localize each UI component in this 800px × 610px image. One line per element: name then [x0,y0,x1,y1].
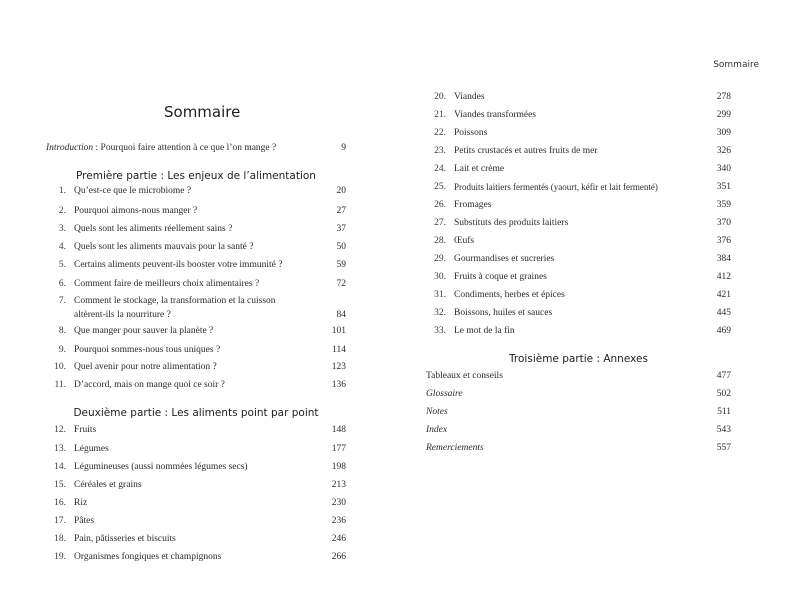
entry-number: 14. [54,462,66,472]
entry-number: 22. [434,128,446,138]
page-number: 37 [336,224,346,234]
page-number: 123 [331,362,346,372]
page-number: 326 [716,146,731,156]
toc-entry[interactable] [46,344,346,356]
toc-entry[interactable] [426,127,731,139]
page-number: 20 [336,186,346,196]
part-heading-1: Première partie : Les enjeux de l’alimentation [76,170,316,182]
toc-entry[interactable] [46,551,346,563]
entry-number: 10. [54,362,66,372]
entry-label: Quel avenir pour notre alimentation ? [74,362,217,372]
entry-label: Fruits à coque et graines [454,272,547,282]
entry-number: 4. [58,242,66,252]
page-number: 27 [336,206,346,216]
entry-label: Quels sont les aliments réellement sains ? [74,224,233,234]
entry-label: Remerciements [426,443,484,453]
page-number: 59 [336,260,346,270]
entry-number: 19. [54,552,66,562]
entry-number: 32. [434,308,446,318]
toc-entry[interactable] [46,241,346,253]
entry-number: 12. [54,425,66,435]
toc-entry[interactable] [46,361,346,373]
entry-number: 20. [434,92,446,102]
toc-entry[interactable] [46,479,346,491]
entry-label: Notes [426,407,448,417]
page-number: 236 [331,516,346,526]
entry-label: Organismes fongiques et champignons [74,552,222,562]
toc-entry[interactable] [46,259,346,271]
toc-entry-introduction[interactable] [46,142,346,154]
page-number: 136 [331,380,346,390]
entry-label: Lait et crème [454,164,505,174]
toc-entry-annex[interactable] [426,442,731,454]
toc-entry[interactable] [46,379,346,391]
entry-label: Petits crustacés et autres fruits de mer [454,146,598,156]
entry-number: 31. [434,290,446,300]
entry-number: 6. [58,279,66,289]
toc-entry[interactable] [426,289,731,301]
entry-number: 16. [54,498,66,508]
toc-entry[interactable] [426,109,731,121]
entry-number: 27. [434,218,446,228]
entry-number: 26. [434,200,446,210]
page-number: 246 [331,534,346,544]
introduction-label-italic: Introduction [46,143,94,153]
page-number: 309 [716,128,731,138]
page-number: 384 [716,254,731,264]
part-heading-3: Troisième partie : Annexes [509,353,648,365]
entry-label: Comment faire de meilleurs choix alimentaires ? [74,279,260,289]
entry-number: 2. [58,206,66,216]
entry-number: 28. [434,236,446,246]
page-number: 359 [716,200,731,210]
entry-label: Comment le stockage, la transformation et la cuisson altèrent-ils la nourriture ? [74,296,276,320]
page-number: 230 [331,498,346,508]
entry-label: Que manger pour sauver la planète ? [74,326,214,336]
entry-label: Qu’est-ce que le microbiome ? [74,186,192,196]
entry-number: 18. [54,534,66,544]
entry-number: 7. [58,296,66,306]
entry-label: Pâtes [74,516,95,526]
entry-label: Riz [74,498,88,508]
entry-label: Pourquoi aimons-nous manger ? [74,206,198,216]
entry-number: 9. [58,345,66,355]
toc-entry[interactable] [46,424,346,436]
entry-label: Glossaire [426,389,463,399]
page-number: 376 [716,236,731,246]
toc-entry[interactable] [426,199,731,211]
page-number: 557 [716,443,731,453]
entry-label: Poissons [454,128,488,138]
entry-number: 1. [58,186,66,196]
toc-entry-annex[interactable] [426,388,731,400]
page-number: 370 [716,218,731,228]
entry-label: Viandes [454,92,485,102]
entry-label: Céréales et grains [74,480,142,490]
page-number: 543 [716,425,731,435]
toc-entry[interactable] [426,181,731,193]
page-number: 469 [716,326,731,336]
toc-entry[interactable] [46,294,346,322]
entry-number: 8. [58,326,66,336]
toc-entry[interactable] [426,217,731,229]
toc-entry[interactable] [426,91,731,103]
toc-entry[interactable] [46,497,346,509]
page-number: 445 [716,308,731,318]
toc-entry[interactable] [46,515,346,527]
entry-number: 5. [58,260,66,270]
entry-number: 24. [434,164,446,174]
toc-entry[interactable] [426,145,731,157]
page-title: Sommaire [164,103,241,121]
entry-label: Substituts des produits laitiers [454,218,569,228]
page-number: 9 [341,143,346,153]
entry-label: Index [426,425,448,435]
entry-number: 30. [434,272,446,282]
page-number: 177 [331,444,346,454]
entry-label: Gourmandises et sucreries [454,254,555,264]
entry-label: Produits laitiers fermentés (yaourt, kéfir et lait fermenté) [454,182,658,192]
toc-entry[interactable] [46,443,346,455]
entry-label: Pourquoi sommes-nous tous uniques ? [74,345,221,355]
toc-entry[interactable] [426,235,731,247]
toc-entry[interactable] [46,278,346,290]
page-number: 421 [716,290,731,300]
entry-label: Le mot de la fin [454,326,515,336]
toc-entry[interactable] [46,185,346,197]
entry-label: Quels sont les aliments mauvais pour la santé ? [74,242,254,252]
entry-number: 21. [434,110,446,120]
entry-number: 23. [434,146,446,156]
entry-label: Boissons, huiles et sauces [454,308,553,318]
introduction-label: : Pourquoi faire attention à ce que l’on mange ? [93,143,277,153]
page-number: 351 [716,182,731,192]
page-number: 198 [331,462,346,472]
page-number: 101 [331,326,346,336]
page-number: 148 [331,425,346,435]
toc-entry[interactable] [426,325,731,337]
entry-number: 15. [54,480,66,490]
page-number: 114 [332,345,346,355]
page-number: 72 [336,279,346,289]
page-number: 511 [717,407,731,417]
page-number: 84 [336,310,346,320]
entry-label: Viandes transformées [454,110,536,120]
page-number: 213 [331,480,346,490]
entry-number: 11. [54,380,66,390]
toc-entry[interactable] [426,271,731,283]
toc-entry[interactable] [46,325,346,337]
entry-number: 17. [54,516,66,526]
toc-entry-annex[interactable] [426,406,731,418]
toc-entry-annex[interactable] [426,370,731,382]
page-number: 340 [716,164,731,174]
page-number: 299 [716,110,731,120]
entry-label: Tableaux et conseils [426,371,503,381]
entry-label: Légumineuses (aussi nommées légumes secs) [74,462,248,472]
entry-label: Œufs [454,236,475,246]
entry-number: 3. [58,224,66,234]
entry-number: 25. [434,182,446,192]
toc-entry[interactable] [46,223,346,235]
toc-entry[interactable] [426,163,731,175]
toc-entry[interactable] [46,533,346,545]
entry-number: 13. [54,444,66,454]
page-number: 502 [716,389,731,399]
entry-label: D’accord, mais on mange quoi ce soir ? [74,380,225,390]
page-number: 412 [716,272,731,282]
entry-label: Légumes [74,444,109,454]
entry-label: Fruits [74,425,97,435]
toc-entry[interactable] [426,253,731,265]
entry-label: Condiments, herbes et épices [454,290,565,300]
entry-number: 33. [434,326,446,336]
entry-label: Pain, pâtisseries et biscuits [74,534,176,544]
entry-label: Fromages [454,200,492,210]
page-number: 50 [336,242,346,252]
toc-entry[interactable] [46,461,346,473]
entry-number: 29. [434,254,446,264]
page-number: 477 [716,371,731,381]
toc-entry[interactable] [426,307,731,319]
entry-label: Certains aliments peuvent-ils booster votre immunité ? [74,260,283,270]
part-heading-2: Deuxième partie : Les aliments point par point [73,407,319,419]
toc-entry-annex[interactable] [426,424,731,436]
page-number: 278 [716,92,731,102]
toc-entry[interactable] [46,205,346,217]
page-number: 266 [331,552,346,562]
running-head: Sommaire [713,60,759,70]
